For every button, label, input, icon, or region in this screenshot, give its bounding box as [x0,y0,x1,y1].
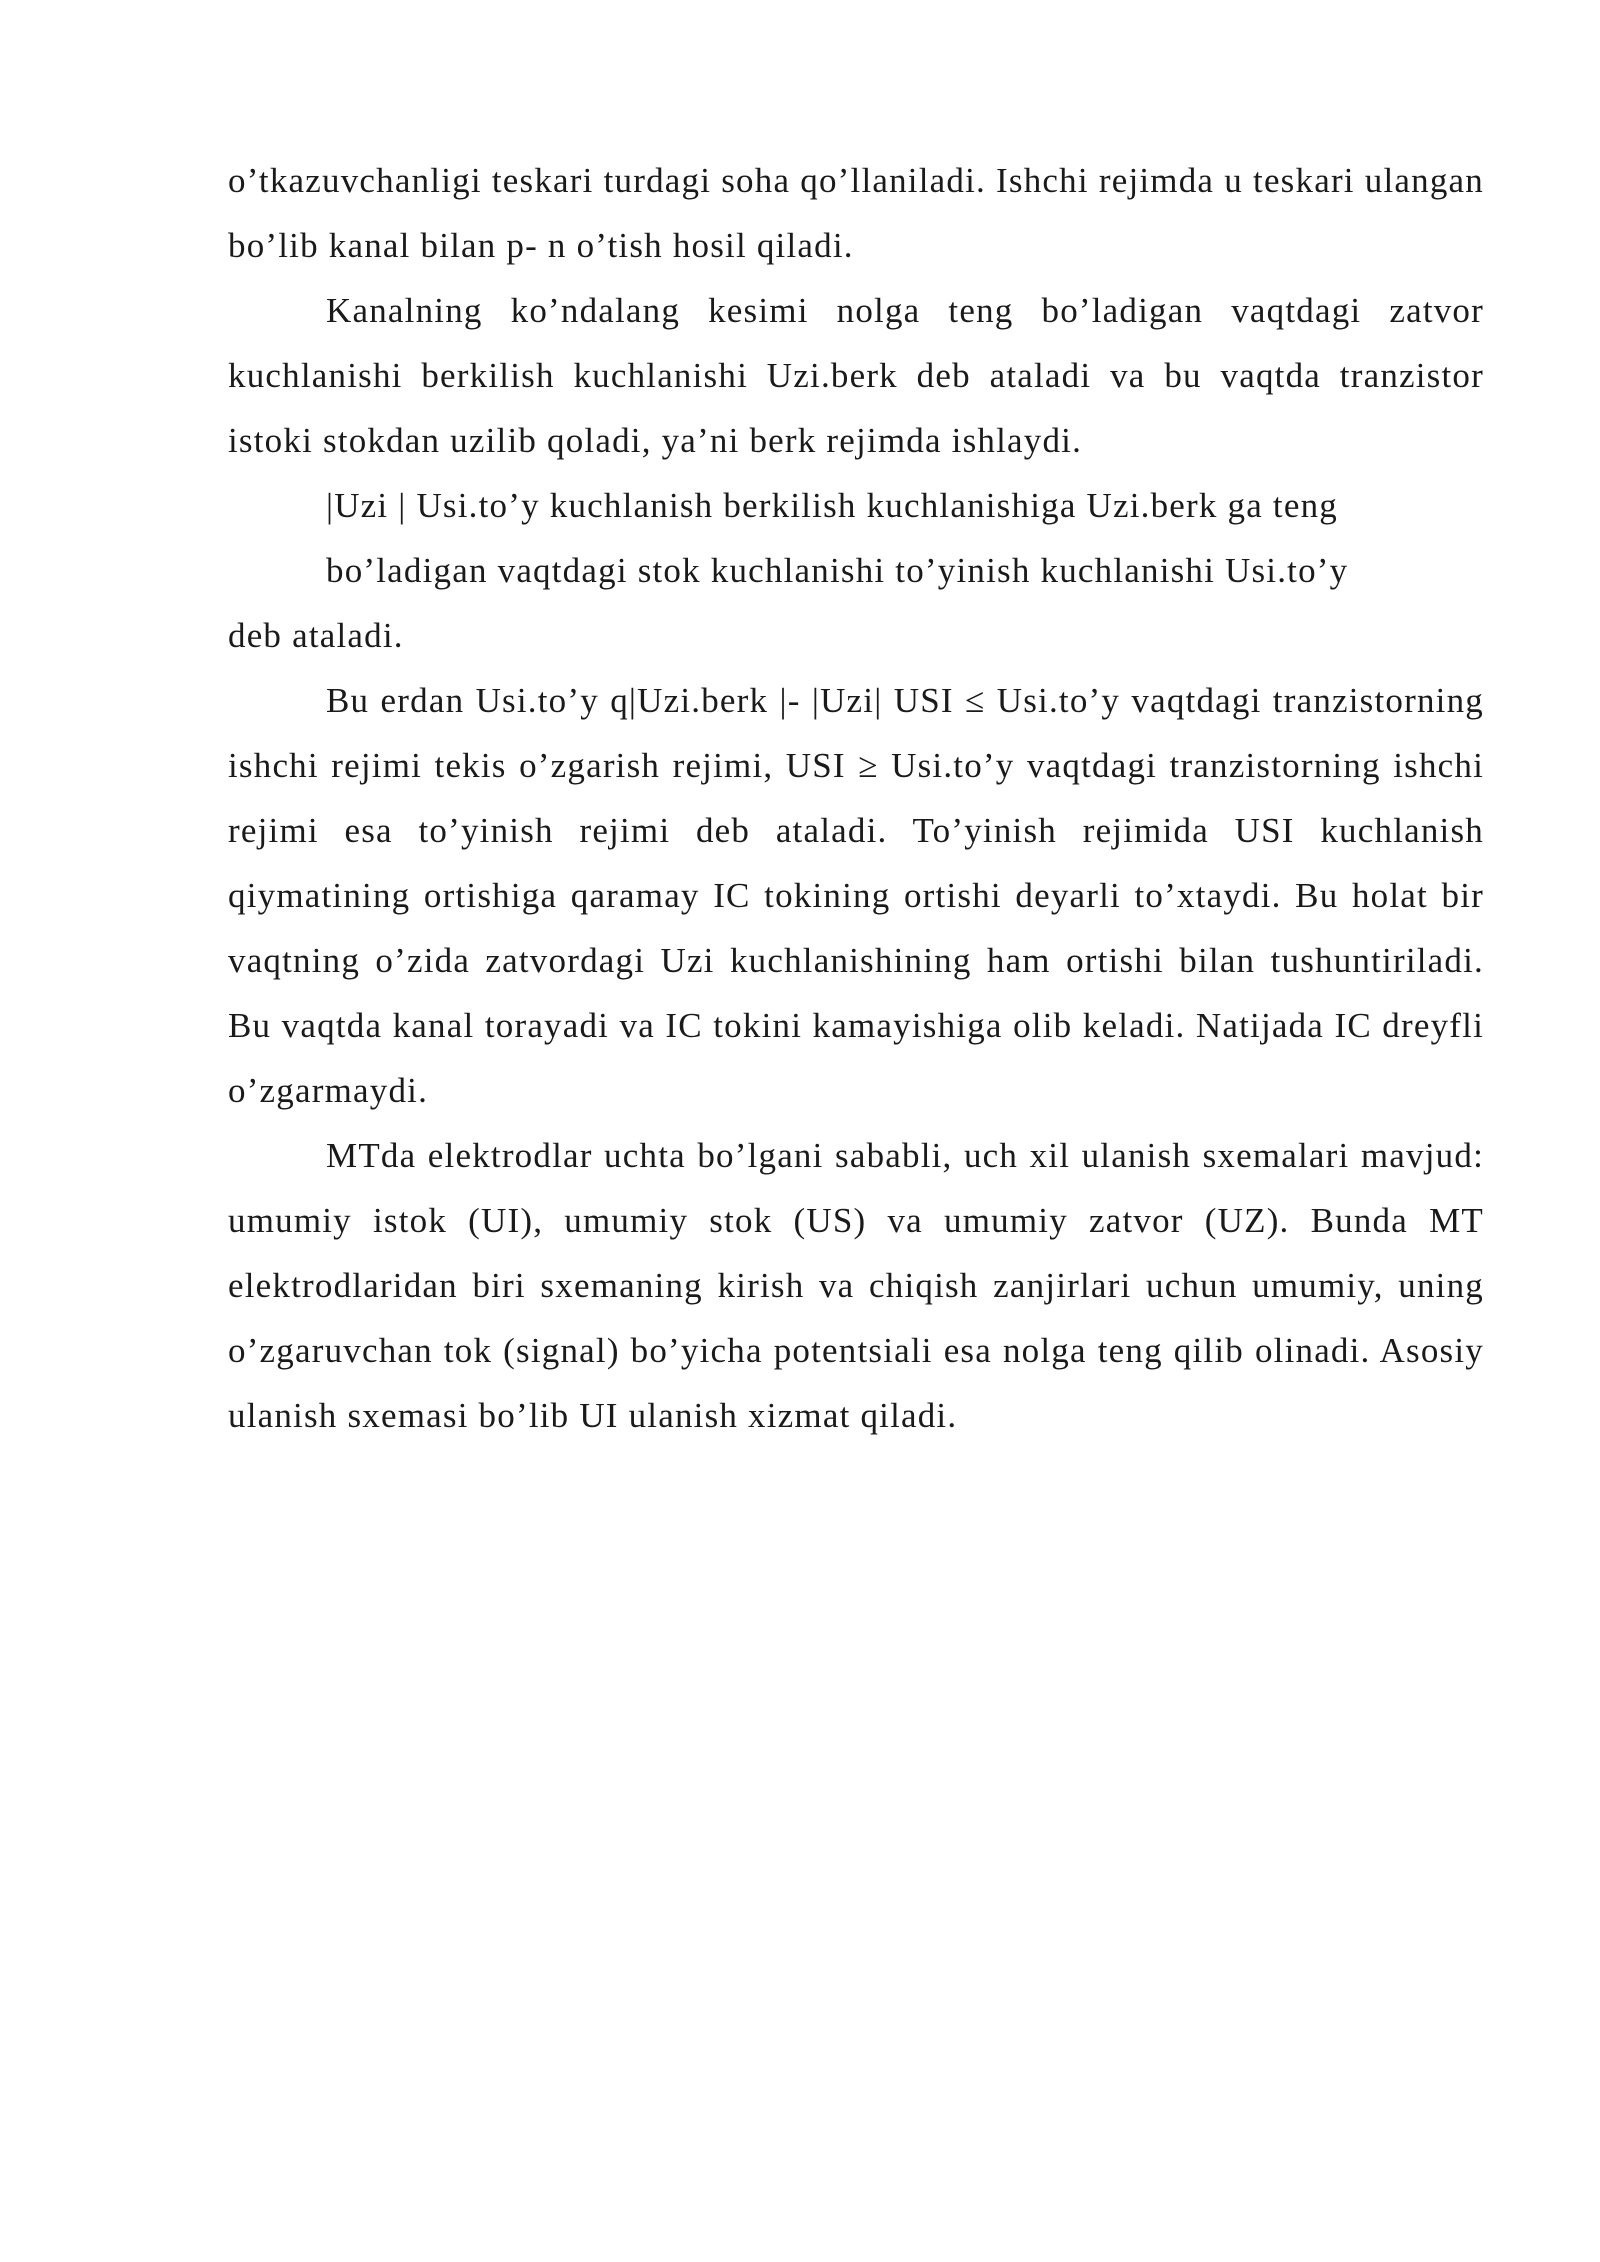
paragraph-saturation-voltage-line: |Uzi | Usi.to’y kuchlanish berkilish kuchlanishiga Uzi.berk ga teng [326,486,1338,525]
paragraph-cutoff-voltage: Kanalning ko’ndalang kesimi nolga teng bo’ladigan vaqtdagi zatvor kuchlanishi berkilish kuchlanishi Uzi.berk deb ataladi va bu vaqtda tranzistor istoki stokdan uzilib qoladi, ya’ni berk rejimda ishlaydi. [228,291,1484,460]
paragraph-saturation-voltage-continued: bo’ladigan vaqtdagi stok kuchlanishi to’yinish kuchlanishi Usi.to’y [326,551,1349,590]
body-text [228,148,1484,1448]
paragraph-continuation: o’tkazuvchanligi teskari turdagi soha qo’llaniladi. Ishchi rejimda u teskari ulangan bo’lib kanal bilan p- n o’tish hosil qiladi. [228,161,1484,265]
paragraph-connection-schemes: MTda elektrodlar uchta bo’lgani sababli, uch xil ulanish sxemalari mavjud: umumiy istok (UI), umumiy stok (US) va umumiy zatvor (UZ). Bunda MT elektrodlaridan biri sxemaning kirish va chiqish zanjirlari uchun umumiy, uning o’zgaruvchan tok (signal) bo’yicha potentsiali esa nolga teng qilib olinadi. Asosiy ulanish sxemasi bo’lib UI ulanish xizmat qiladi. [228,1136,1484,1435]
paragraph-operating-modes: Bu erdan Usi.to’y q|Uzi.berk |- |Uzi| USI ≤ Usi.to’y vaqtdagi tranzistorning ishchi rejimi tekis o’zgarish rejimi, USI ≥ Usi.to’y vaqtdagi tranzistorning ishchi rejimi esa to’yinish rejimi deb ataladi. To’yinish rejimida USI kuchlanish qiymatining ortishiga qaramay IC tokining ortishi deyarli to’xtaydi. Bu holat bir vaqtning o’zida zatvordagi Uzi kuchlanishining ham ortishi bilan tushuntiriladi. Bu vaqtda kanal torayadi va IC tokini kamayishiga olib keladi. Natijada IC dreyfli o’zgarmaydi. [228,681,1484,1110]
paragraph-saturation-voltage-tail: deb ataladi. [228,616,404,655]
